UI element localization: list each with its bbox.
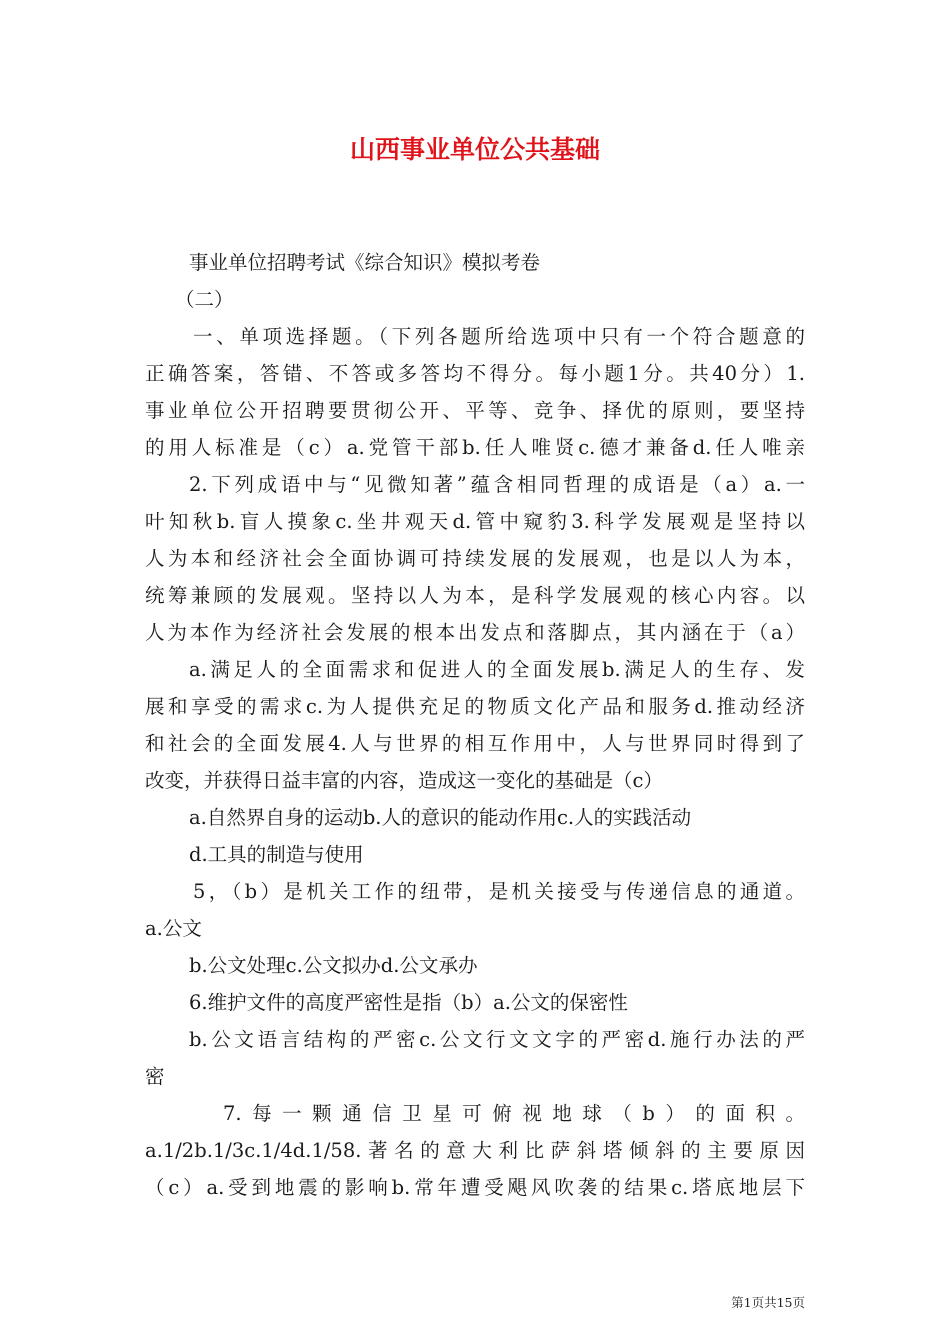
text-line: 2.下列成语中与“见微知著”蕴含相同哲理的成语是（a）a.一 — [189, 473, 805, 496]
document-body — [145, 244, 805, 1206]
text-line: 和社会的全面发展4.人与世界的相互作用中，人与世界同时得到了 — [145, 732, 805, 755]
text-line: 叶知秋b.盲人摸象c.坐井观天d.管中窥豹3.科学发展观是坚持以 — [145, 510, 805, 533]
text-line: 7.每一颗通信卫星可俯视地球（b）的面积。 — [223, 1102, 805, 1125]
text-line: a.自然界自身的运动b.人的意识的能动作用c.人的实践活动 — [189, 806, 692, 829]
text-line: 5，（b）是机关工作的纽带，是机关接受与传递信息的通道。 — [193, 880, 805, 903]
text-line: 事业单位招聘考试《综合知识》模拟考卷 — [189, 251, 541, 274]
text-line: 事业单位公开招聘要贯彻公开、平等、竞争、择优的原则，要坚持 — [145, 399, 805, 422]
text-line: 人为本和经济社会全面协调可持续发展的发展观，也是以人为本， — [145, 547, 805, 570]
text-line: a.1/2b.1/3c.1/4d.1/58.著名的意大利比萨斜塔倾斜的主要原因 — [145, 1139, 805, 1162]
text-line: 一、单项选择题。（下列各题所给选项中只有一个符合题意的 — [193, 325, 805, 348]
text-line: 的用人标准是（c）a.党管干部b.任人唯贤c.德才兼备d.任人唯亲 — [145, 436, 805, 459]
text-line: 6.维护文件的高度严密性是指（b）a.公文的保密性 — [189, 991, 628, 1014]
text-line: 正确答案，答错、不答或多答均不得分。每小题1分。共40分）1. — [145, 362, 805, 385]
page-title: 山西事业单位公共基础 — [349, 135, 600, 164]
text-line: a.公文 — [145, 917, 202, 940]
text-line: b.公文语言结构的严密c.公文行文文字的严密d.施行办法的严 — [189, 1028, 805, 1051]
text-line: 展和享受的需求c.为人提供充足的物质文化产品和服务d.推动经济 — [145, 695, 805, 718]
text-line: 人为本作为经济社会发展的根本出发点和落脚点，其内涵在于（a） — [145, 621, 805, 644]
text-line: b.公文处理c.公文拟办d.公文承办 — [189, 954, 478, 977]
text-line: 密 — [145, 1065, 165, 1088]
text-line: （二） — [175, 288, 234, 311]
page-number: 第1页共15页 — [731, 1295, 805, 1310]
text-line: d.工具的制造与使用 — [189, 843, 364, 866]
text-line: （c）a.受到地震的影响b.常年遭受飓风吹袭的结果c.塔底地层下 — [145, 1176, 805, 1199]
text-line: 改变，并获得日益丰富的内容，造成这一变化的基础是（c） — [145, 769, 663, 792]
text-line: a.满足人的全面需求和促进人的全面发展b.满足人的生存、发 — [189, 658, 805, 681]
text-line: 统筹兼顾的发展观。坚持以人为本，是科学发展观的核心内容。以 — [145, 584, 805, 607]
